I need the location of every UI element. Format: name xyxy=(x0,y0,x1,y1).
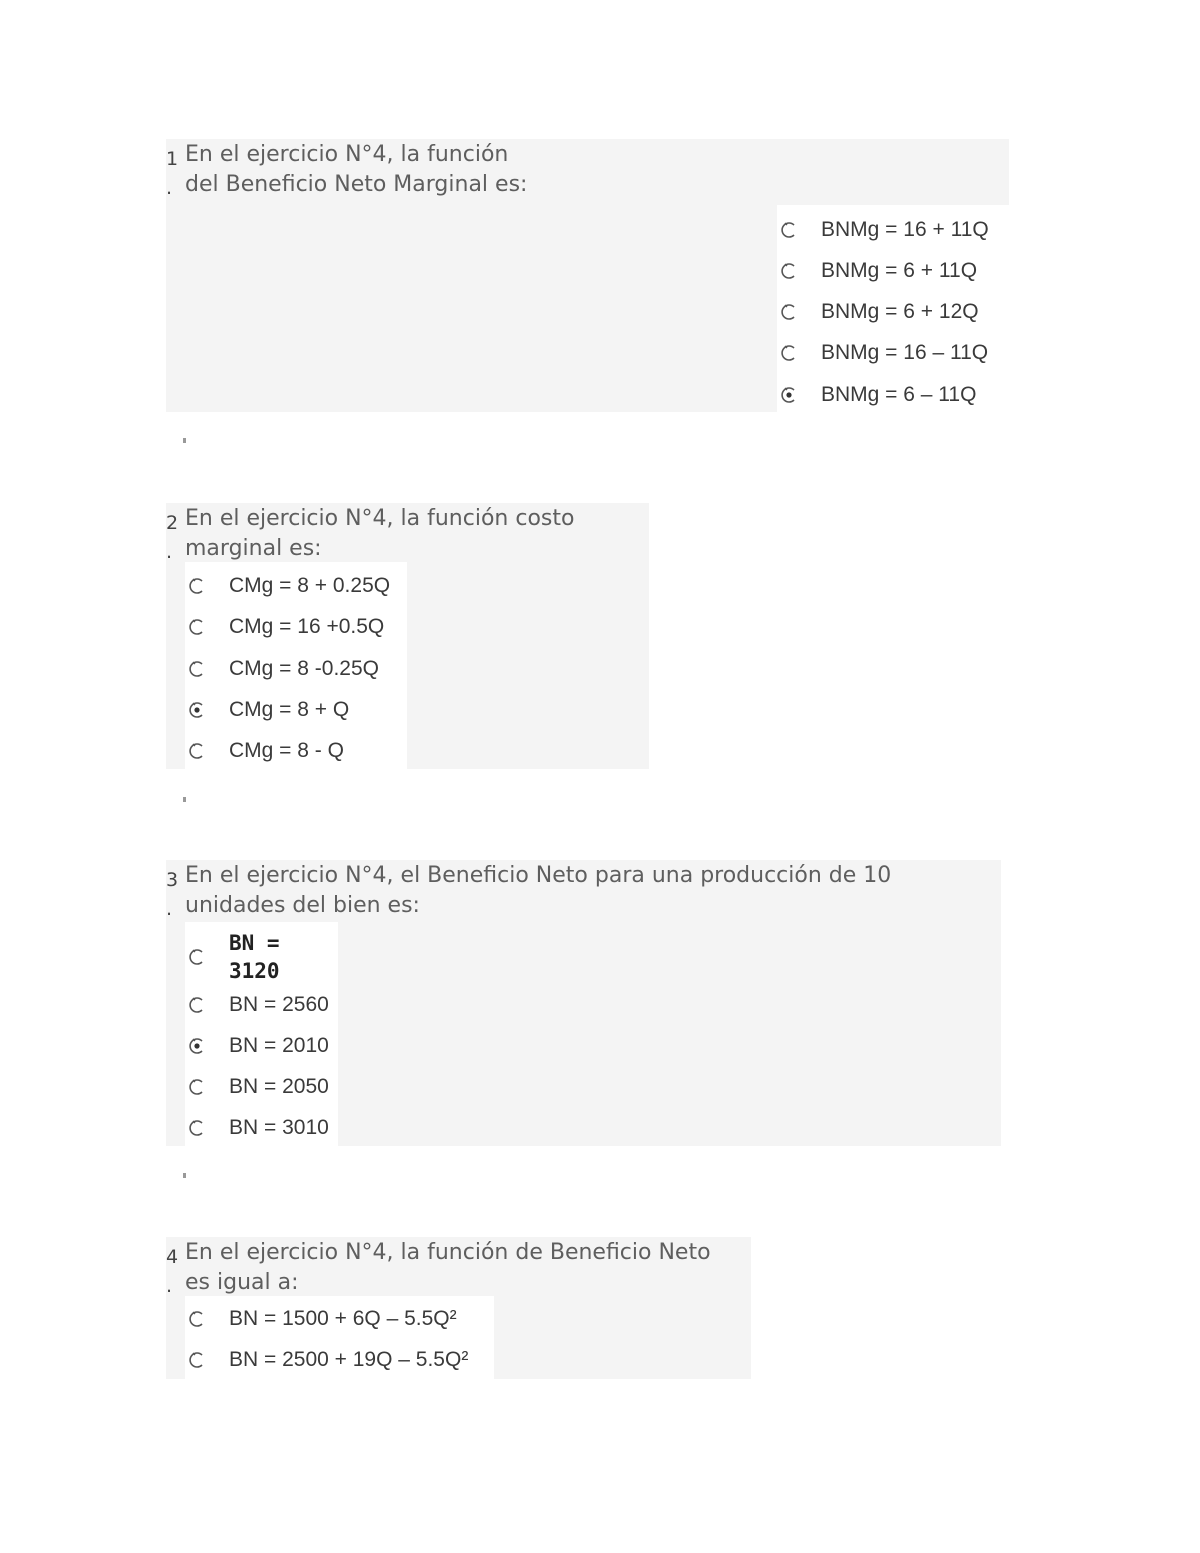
question-number: 3 . xyxy=(166,869,179,920)
radio-unselected-icon[interactable] xyxy=(189,996,207,1014)
options-panel xyxy=(185,1296,494,1379)
option-label: BN = 1500 + 6Q – 5.5Q² xyxy=(229,1307,457,1330)
radio-unselected-icon[interactable] xyxy=(189,742,207,760)
radio-unselected-icon[interactable] xyxy=(189,577,207,595)
radio-unselected-icon[interactable] xyxy=(189,1078,207,1096)
option-radio[interactable] xyxy=(189,1340,468,1380)
question-4 xyxy=(166,1237,751,1379)
radio-selected-icon[interactable] xyxy=(189,701,207,719)
option-radio[interactable] xyxy=(189,985,329,1025)
question-1 xyxy=(166,139,1009,412)
option-label: BN = 3120 xyxy=(229,931,280,983)
option-label: BN = 2010 xyxy=(229,1034,329,1057)
option-label: BN = 3010 xyxy=(229,1116,329,1139)
radio-unselected-icon[interactable] xyxy=(189,948,207,966)
option-label: CMg = 8 + 0.25Q xyxy=(229,574,391,597)
separator-tick xyxy=(183,438,186,443)
option-label: CMg = 8 + Q xyxy=(229,698,350,721)
option-radio[interactable] xyxy=(781,375,976,415)
question-number: 4 . xyxy=(166,1246,179,1297)
option-radio[interactable] xyxy=(189,731,344,771)
option-radio[interactable] xyxy=(189,690,349,730)
option-radio[interactable] xyxy=(189,607,384,647)
radio-unselected-icon[interactable] xyxy=(189,1351,207,1369)
radio-unselected-icon[interactable] xyxy=(781,344,799,362)
radio-selected-icon[interactable] xyxy=(781,386,799,404)
option-label: BN = 2560 xyxy=(229,993,329,1016)
question-3 xyxy=(166,860,1001,1146)
options-panel xyxy=(185,562,407,769)
option-radio[interactable] xyxy=(781,333,988,373)
question-text: En el ejercicio N°4, la función costo marginal es: xyxy=(185,506,575,561)
question-number: 2 . xyxy=(166,512,179,563)
option-radio[interactable] xyxy=(189,566,390,606)
question-text: En el ejercicio N°4, la función de Beneficio Neto es igual a: xyxy=(185,1240,711,1295)
option-radio[interactable] xyxy=(189,1067,329,1107)
option-radio[interactable] xyxy=(189,928,309,986)
question-text: En el ejercicio N°4, el Beneficio Neto para una producción de 10 unidades del bien es: xyxy=(185,863,892,918)
radio-unselected-icon[interactable] xyxy=(189,660,207,678)
option-radio[interactable] xyxy=(781,210,989,250)
option-label: CMg = 16 +0.5Q xyxy=(229,615,385,638)
question-text: En el ejercicio N°4, la función del Beneficio Neto Marginal es: xyxy=(185,142,528,197)
radio-unselected-icon[interactable] xyxy=(189,1119,207,1137)
question-number: 1 . xyxy=(166,148,179,199)
option-label: BNMg = 16 + 11Q xyxy=(821,218,989,241)
option-label: BNMg = 16 – 11Q xyxy=(821,341,989,364)
radio-selected-icon[interactable] xyxy=(189,1037,207,1055)
option-radio[interactable] xyxy=(781,251,977,291)
options-panel xyxy=(777,205,1009,412)
option-label: BNMg = 6 + 12Q xyxy=(821,300,979,323)
option-label: BN = 2050 xyxy=(229,1075,329,1098)
radio-unselected-icon[interactable] xyxy=(781,303,799,321)
radio-unselected-icon[interactable] xyxy=(781,262,799,280)
options-panel xyxy=(185,922,338,1146)
option-label: BN = 2500 + 19Q – 5.5Q² xyxy=(229,1348,469,1371)
option-radio[interactable] xyxy=(189,1108,329,1148)
option-radio[interactable] xyxy=(189,1026,329,1066)
separator-tick xyxy=(183,797,186,802)
radio-unselected-icon[interactable] xyxy=(781,221,799,239)
option-radio[interactable] xyxy=(781,292,979,332)
radio-unselected-icon[interactable] xyxy=(189,618,207,636)
option-label: BNMg = 6 – 11Q xyxy=(821,383,977,406)
separator-tick xyxy=(183,1173,186,1178)
question-2 xyxy=(166,503,649,769)
option-radio[interactable] xyxy=(189,649,379,689)
option-label: CMg = 8 -0.25Q xyxy=(229,657,379,680)
radio-unselected-icon[interactable] xyxy=(189,1310,207,1328)
option-label: BNMg = 6 + 11Q xyxy=(821,259,978,282)
option-label: CMg = 8 - Q xyxy=(229,739,344,762)
option-radio[interactable] xyxy=(189,1299,457,1339)
